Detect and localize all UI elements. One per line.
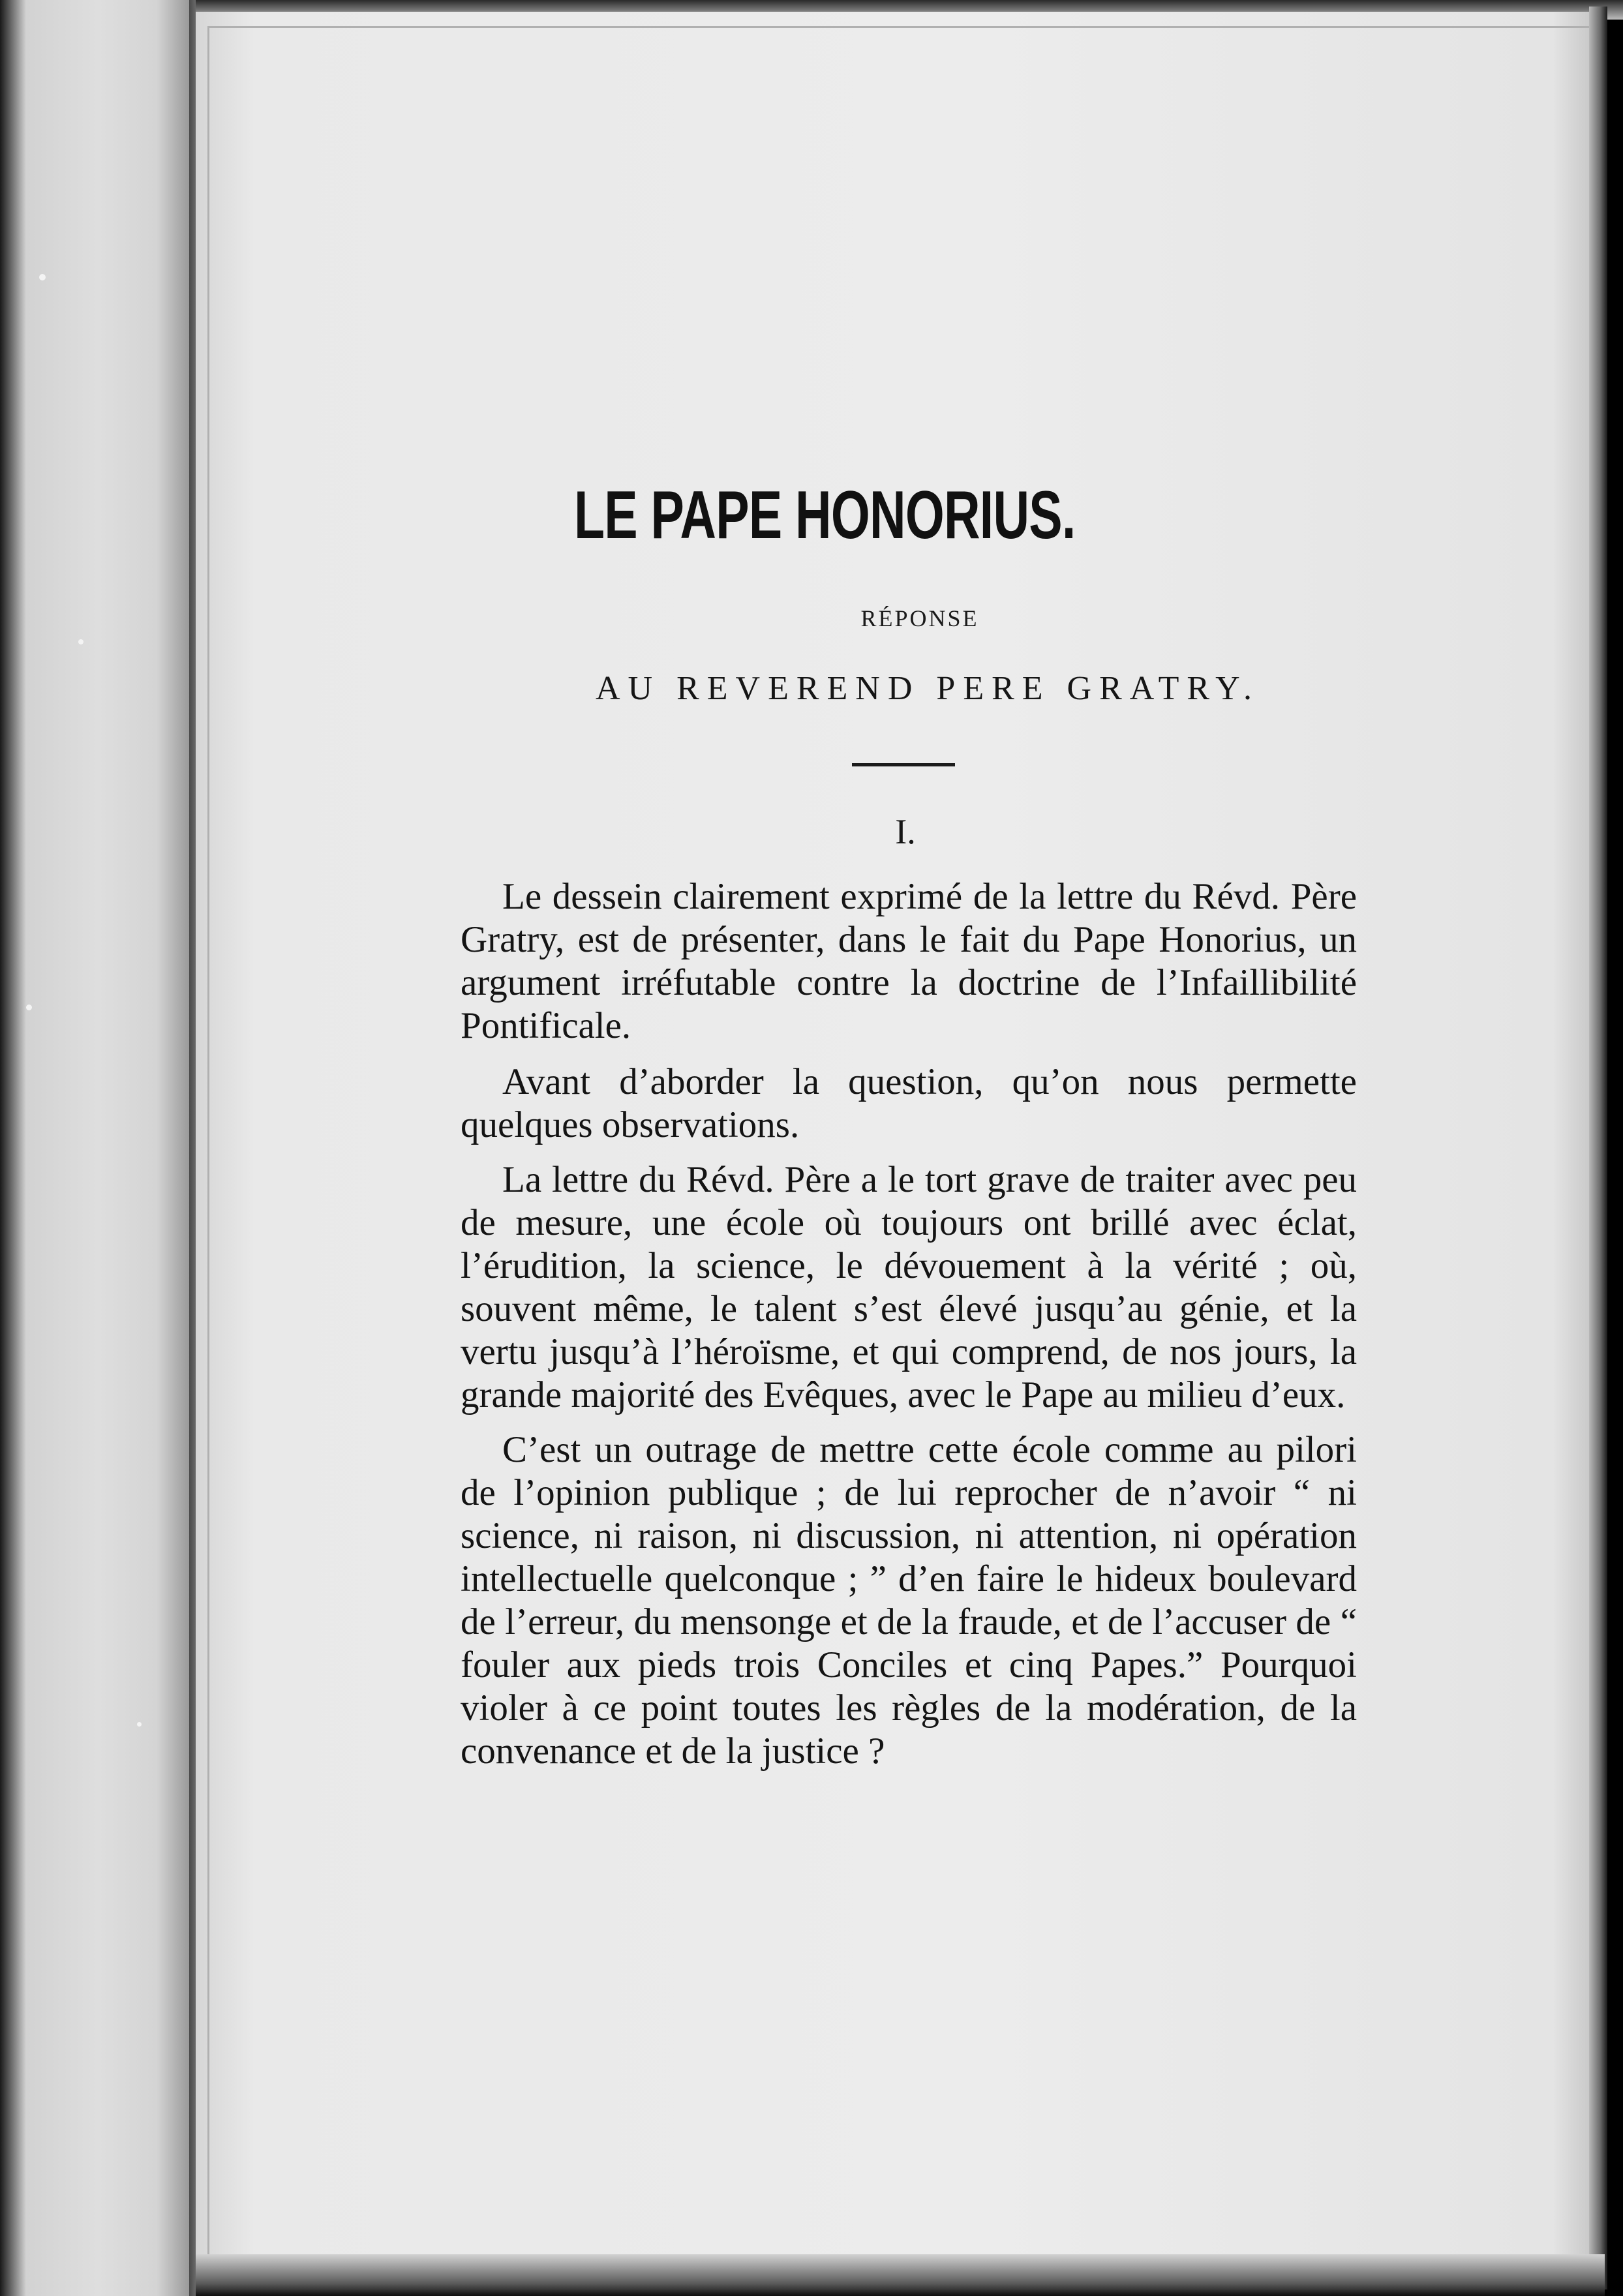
page-right-edge <box>1589 7 1607 2289</box>
reponse-label: RÉPONSE <box>860 605 979 631</box>
paragraph-2: Avant d’aborder la question, qu’on nous permette quelques observations. <box>461 1061 1357 1145</box>
page-bottom-edge <box>196 2254 1605 2296</box>
paragraph-4: C’est un outrage de mettre cette école comme au pilori de l’opinion publique ; de lui reprocher de n’avoir “ ni science, ni raison, ni discussion, ni attention, ni opération intellectuelle quelconque ; ” d’en faire le hideux boulevard de l’erreur, du mensonge et de la fraude, et de l’accuser de “ fouler aux pieds trois Conciles et cinq Papes.” Pourquoi violer à ce point toutes les règles de la modération, de la convenance et de la justice ? <box>461 1429 1357 1772</box>
body-text <box>461 875 1357 1785</box>
scan-speck <box>137 1722 142 1727</box>
section-number: I. <box>895 812 916 851</box>
document-title: LE PAPE HONORIUS. <box>574 477 1076 553</box>
scan-speck <box>26 1004 32 1010</box>
title-rule <box>852 763 955 766</box>
scan-speck <box>78 639 83 644</box>
scan-speck <box>39 274 46 280</box>
document-subtitle: AU REVEREND PERE GRATRY. <box>595 670 1260 707</box>
paragraph-1: Le dessein clairement exprimé de la lettre du Révd. Père Gratry, est de présenter, dans le fait du Pape Honorius, un argument irréfutable contre la doctrine de l’Infaillibilité Pontificale. <box>461 876 1357 1046</box>
left-page-edge <box>0 0 196 2296</box>
paragraph-3: La lettre du Révd. Père a le tort grave de traiter avec peu de mesure, une école où toujours ont brillé avec éclat, l’érudition, la science, le dévouement à la vérité ; où, souvent même, le talent s’est élevé jusqu’au génie, et la vertu jusqu’à l’héroïsme, et qui comprend, de nos jours, la grande majorité des Evêques, avec le Pape au milieu d’eux. <box>461 1159 1357 1415</box>
